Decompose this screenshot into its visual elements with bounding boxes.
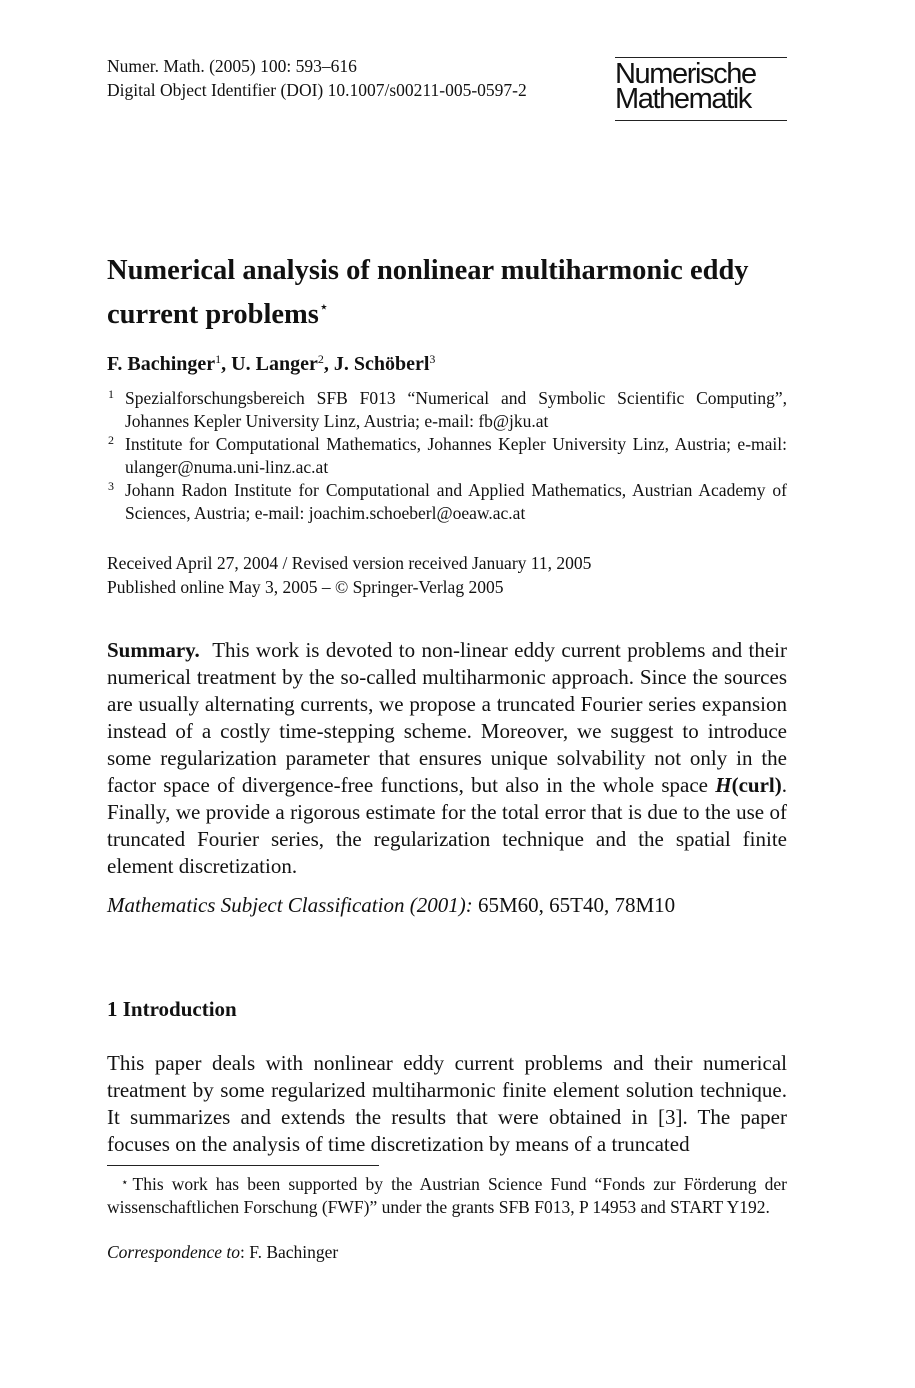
affiliation-list [107, 387, 787, 525]
journal-logo-line: Numerische [615, 58, 756, 90]
msc-classification [107, 892, 675, 919]
doi-line: Digital Object Identifier (DOI) 10.1007/s00211-005-0597-2 [107, 80, 527, 100]
affiliation-text: Johann Radon Institute for Computational and Applied Mathematics, Austrian Academy of Sciences, Austria; e-mail: joachim.schoeberl@oeaw.ac.at [125, 480, 787, 523]
correspondence-line [107, 1241, 338, 1264]
affiliation-text: Spezialforschungsbereich SFB F013 “Numerical and Symbolic Scientific Computing”, Johannes Kepler University Linz, Austria; e-mail: fb@jku.at [125, 388, 787, 431]
author-separator: , [323, 353, 334, 375]
summary-text-end: . Finally, we provide a rigorous estimate for the total error that is due to the use of truncated Fourier series, the regularization technique and the spatial finite element discretization. [107, 773, 787, 878]
published-line: Published online May 3, 2005 – © Springer-Verlag 2005 [107, 577, 504, 597]
title-footnote-mark[interactable]: ⋆ [318, 299, 329, 316]
affiliation-number: 2 [108, 433, 114, 447]
author-separator: , [221, 353, 232, 375]
footnote [107, 1171, 787, 1219]
section-heading: 1 Introduction [107, 997, 237, 1021]
correspondence-name: : F. Bachinger [240, 1242, 339, 1262]
author-affil-mark: 2 [317, 352, 324, 366]
affiliation-number: 3 [108, 479, 114, 493]
space-symbol: H [715, 773, 732, 797]
footnote-mark: ⋆ [121, 1175, 129, 1189]
citation-block [107, 54, 527, 102]
affiliation-item [107, 433, 787, 479]
affiliation-item [107, 387, 787, 433]
author-affil-mark: 1 [215, 352, 222, 366]
correspondence-label: Correspondence to [107, 1242, 241, 1262]
affiliation-text: Institute for Computational Mathematics, Johannes Kepler University Linz, Austria; e-mail: ulanger@numa.uni-linz.ac.at [125, 434, 787, 477]
title-text: Numerical analysis of nonlinear multiharmonic eddy current problems [107, 255, 749, 330]
summary-paragraph [107, 637, 787, 880]
msc-label: Mathematics Subject Classification (2001): [107, 893, 473, 917]
publication-dates [107, 551, 591, 599]
journal-logo [615, 57, 787, 121]
summary-label: Summary. [107, 638, 200, 662]
author-list [107, 346, 435, 377]
author-name: U. Langer [231, 353, 318, 375]
msc-codes: 65M60, 65T40, 78M10 [477, 893, 676, 917]
affiliation-item [107, 479, 787, 525]
summary-text: This work is devoted to non-linear eddy current problems and their numerical treatment by the so-called multiharmonic approach. Since the sources are usually alternating currents, we propose a truncated Fourier series expansion instead of a costly time-stepping scheme. Moreover, we suggest to introduce some regularization parameter that ensures unique solvability not only in the factor space of divergence-free functions, but also in the whole space [107, 638, 787, 797]
intro-paragraph: This paper deals with nonlinear eddy current problems and their numerical treatment by some regularized multiharmonic finite element solution technique. It summarizes and extends the results that were obtained in [3]. The paper focuses on the analysis of time discretization by means of a truncated [107, 1051, 787, 1156]
footnote-text: This work has been supported by the Austrian Science Fund “Fonds zur Förderung der wissenschaftlichen Forschung (FWF)” under the grants SFB F013, P 14953 and START Y192. [107, 1174, 787, 1217]
received-line: Received April 27, 2004 / Revised version received January 11, 2005 [107, 553, 592, 573]
affiliation-number: 1 [108, 387, 114, 401]
author-name: J. Schöberl [333, 353, 430, 375]
journal-logo-line: Mathematik [615, 83, 751, 115]
hcurl-space [715, 773, 782, 797]
footnote-rule [107, 1165, 379, 1166]
paper-title [107, 252, 787, 333]
citation-line: Numer. Math. (2005) 100: 593–616 [107, 56, 357, 76]
author-name: F. Bachinger [107, 353, 216, 375]
page-header [107, 54, 787, 134]
space-argument: (curl) [731, 773, 782, 797]
author-affil-mark: 3 [429, 352, 436, 366]
